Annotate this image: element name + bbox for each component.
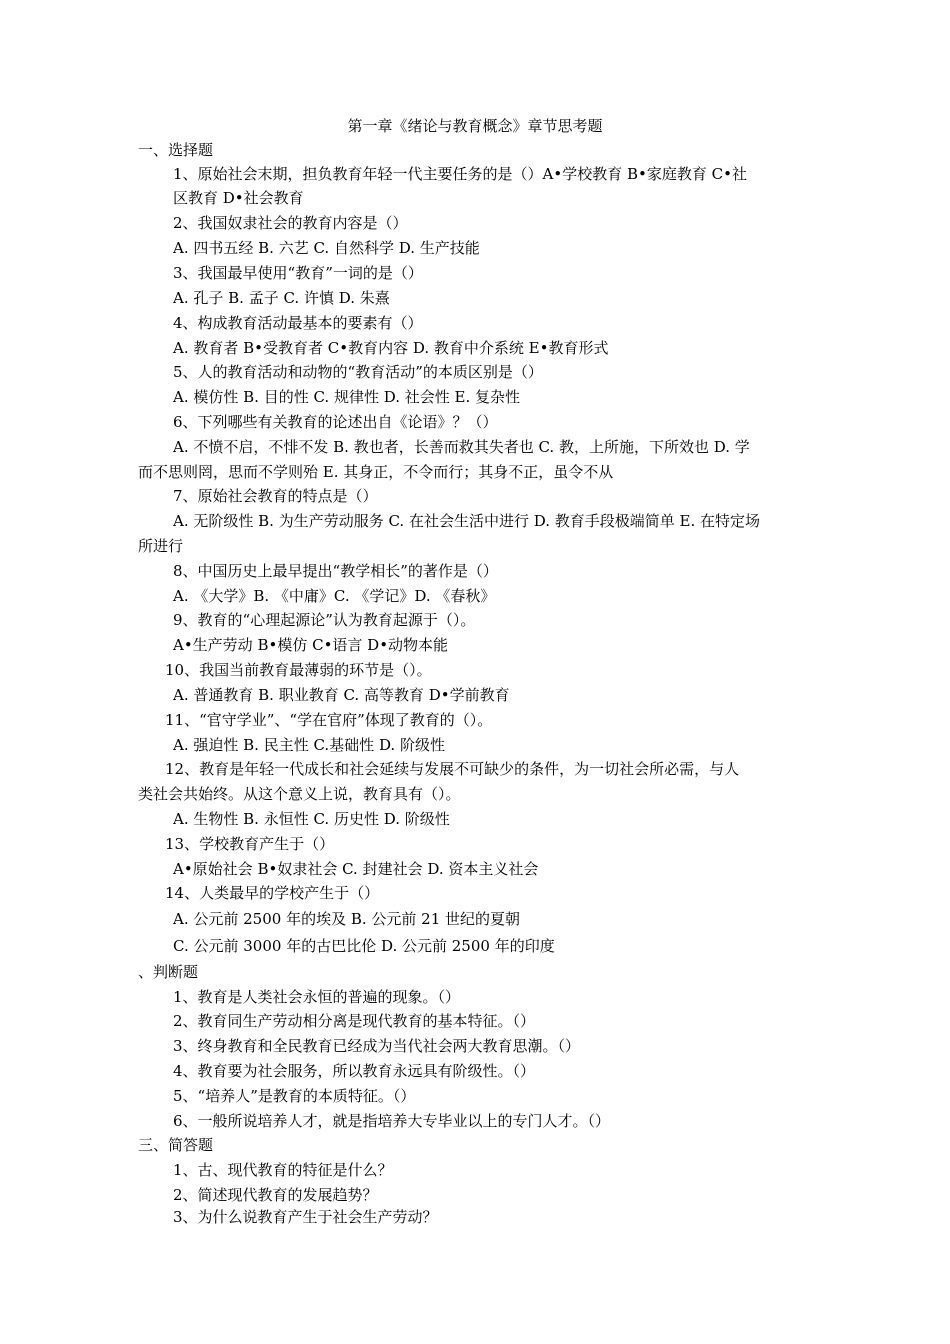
- question-line: A. 不愤不启，不悱不发 B. 教也者，长善而救其失者也 C. 教，上所施，下所效也 D. 学: [173, 438, 750, 456]
- question-line: 11、“官守学业”、“学在官府”体现了教育的（）。: [165, 711, 493, 729]
- question-line: 2、教育同生产劳动相分离是现代教育的基本特征。（）: [173, 1012, 536, 1030]
- question-line: A. 无阶级性 B. 为生产劳动服务 C. 在社会生活中进行 D. 教育手段极端简单 E. 在特定场: [173, 512, 760, 530]
- question-line: 4、构成教育活动最基本的要素有（）: [173, 314, 423, 332]
- question-line: A•生产劳动 B•模仿 C•语言 D•动物本能: [173, 636, 449, 654]
- question-line: A. 普通教育 B. 职业教育 C. 高等教育 D•学前教育: [173, 686, 510, 704]
- question-line: 而不思则罔，思而不学则殆 E. 其身正，不令而行；其身不正，虽令不从: [138, 463, 614, 481]
- question-line: 5、“培养人”是教育的本质特征。（）: [173, 1087, 416, 1105]
- question-line: 14、人类最早的学校产生于（）: [165, 884, 380, 902]
- question-line: A. 模仿性 B. 目的性 C. 规律性 D. 社会性 E. 复杂性: [173, 388, 520, 406]
- section-heading: 、判断题: [138, 963, 199, 981]
- question-line: 6、一般所说培养人才，就是指培养大专毕业以上的专门人才。（）: [173, 1112, 611, 1130]
- section-heading: 三、简答题: [138, 1136, 214, 1154]
- question-line: 8、中国历史上最早提出“教学相长”的著作是（）: [173, 562, 498, 580]
- question-line: 3、为什么说教育产生于社会生产劳动？: [173, 1208, 438, 1226]
- question-line: 类社会共始终。从这个意义上说，教育具有（）。: [138, 785, 461, 803]
- question-line: 5、人的教育活动和动物的“教育活动”的本质区别是（）: [173, 363, 543, 381]
- question-line: 4、教育要为社会服务，所以教育永远具有阶级性。（）: [173, 1062, 536, 1080]
- question-line: 3、终身教育和全民教育已经成为当代社会两大教育思潮。（）: [173, 1037, 581, 1055]
- question-line: 9、教育的“心理起源论”认为教育起源于（）。: [173, 611, 476, 629]
- page-title: 第一章《绪论与教育概念》章节思考题: [347, 117, 603, 135]
- question-line: A. 强迫性 B. 民主性 C.基础性 D. 阶级性: [173, 736, 445, 754]
- question-line: C. 公元前 3000 年的古巴比伦 D. 公元前 2500 年的印度: [173, 937, 555, 955]
- question-line: 13、学校教育产生于（）: [165, 835, 335, 853]
- question-line: A. 公元前 2500 年的埃及 B. 公元前 21 世纪的夏朝: [173, 910, 521, 928]
- question-line: 1、原始社会末期，担负教育年轻一代主要任务的是（）A•学校教育 B•家庭教育 C•社: [173, 165, 747, 183]
- question-line: A. 教育者 B•受教育者 C•教育内容 D. 教育中介系统 E•教育形式: [173, 339, 609, 357]
- question-line: 12、教育是年轻一代成长和社会延续与发展不可缺少的条件，为一切社会所必需，与人: [165, 760, 740, 778]
- question-line: 区教育 D•社会教育: [173, 189, 304, 207]
- question-line: 3、我国最早使用“教育”一词的是（）: [173, 264, 423, 282]
- section-heading: 一、选择题: [138, 141, 214, 159]
- question-line: A. 四书五经 B. 六艺 C. 自然科学 D. 生产技能: [173, 239, 480, 257]
- question-line: 2、简述现代教育的发展趋势？: [173, 1186, 378, 1204]
- question-line: A. 孔子 B. 孟子 C. 许慎 D. 朱熹: [173, 289, 390, 307]
- question-line: 7、原始社会教育的特点是（）: [173, 487, 378, 505]
- question-line: 6、下列哪些有关教育的论述出自《论语》？（）: [173, 413, 498, 431]
- question-line: A. 《大学》B. 《中庸》C. 《学记》D. 《春秋》: [173, 587, 496, 605]
- question-line: 1、古、现代教育的特征是什么？: [173, 1161, 393, 1179]
- question-line: A. 生物性 B. 永恒性 C. 历史性 D. 阶级性: [173, 810, 450, 828]
- question-line: 所进行: [138, 537, 184, 555]
- question-line: A•原始社会 B•奴隶社会 C. 封建社会 D. 资本主义社会: [173, 860, 539, 878]
- question-line: 2、我国奴隶社会的教育内容是（）: [173, 214, 408, 232]
- question-line: 1、教育是人类社会永恒的普遍的现象。（）: [173, 988, 461, 1006]
- question-line: 10、我国当前教育最薄弱的环节是（）。: [165, 661, 432, 679]
